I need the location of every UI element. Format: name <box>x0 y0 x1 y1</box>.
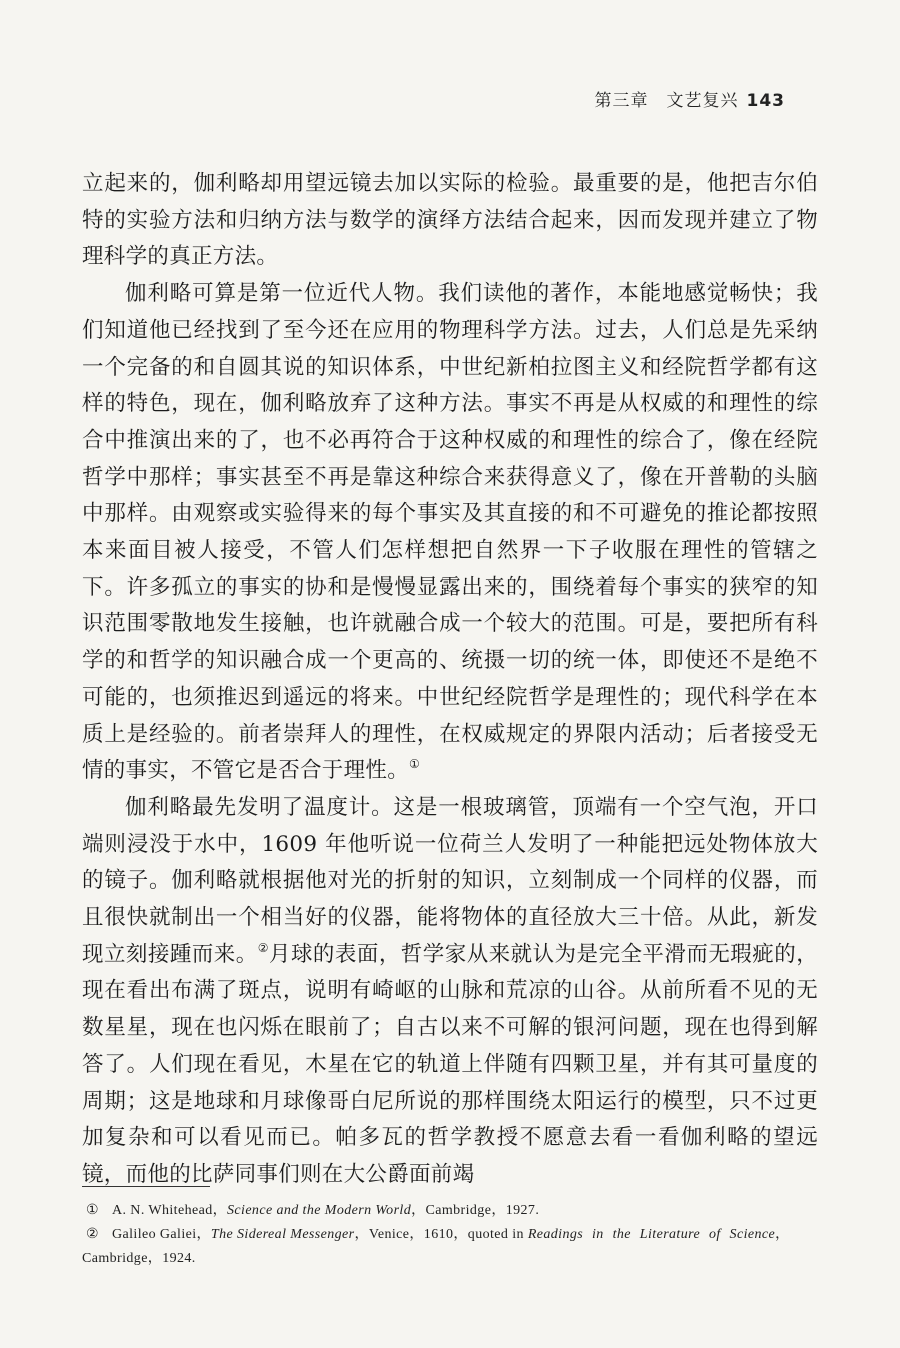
paragraph-text: 伽利略最先发明了温度计。这是一根玻璃管，顶端有一个空气泡，开口端则浸没于水中，1609 年他听说一位荷兰人发明了一种能把远处物体放大的镜子。伽利略就根据他对光的折射的知识，立刻制成一个同样的仪器，而且很快就制出一个相当好的仪器，能将物体的直径放大三十倍。从此，新发现立刻接踵而来。 <box>82 794 818 967</box>
chapter-title: 第三章 文艺复兴 <box>594 91 739 111</box>
footnote-publication: ，Cambridge，1927. <box>411 1203 540 1218</box>
paragraph-continued <box>82 166 818 276</box>
paragraph <box>82 276 818 790</box>
footnotes <box>82 1199 818 1271</box>
running-header <box>595 86 786 111</box>
footnote-collection-title: Readings in the Literature of Science <box>527 1227 776 1242</box>
footnote-book-title: Science and the Modern World <box>227 1203 412 1218</box>
footnote-divider <box>82 1186 210 1187</box>
footnote-marker[interactable]: ① <box>409 757 421 772</box>
footnote-publication: ，Venice，1610，quoted in <box>354 1227 528 1242</box>
paragraph-text: 伽利略可算是第一位近代人物。我们读他的著作，本能地感觉畅快；我们知道他已经找到了至今还在应用的物理科学方法。过去，人们总是先采纳一个完备的和自圆其说的知识体系，中世纪新柏拉图主义和经院哲学都有这样的特色，现在，伽利略放弃了这种方法。事实不再是从权威的和理性的综合中推演出来的了，也不必再符合于这种权威的和理性的综合了，像在经院哲学中那样；事实甚至不再是靠这种综合来获得意义了，像在开普勒的头脑中那样。由观察或实验得来的每个事实及其直接的和不可避免的推论都按照本来面目被人接受，不管人们怎样想把自然界一下子收服在理性的管辖之下。许多孤立的事实的协和是慢慢显露出来的，围绕着每个事实的狭窄的知识范围零散地发生接触，也许就融合成一个较大的范围。可是，要把所有科学的和哲学的知识融合成一个更高的、统摄一切的统一体，即使还不是绝不可能的，也须推迟到遥远的将来。中世纪经院哲学是理性的；现代科学在本质上是经验的。前者崇拜人的理性，在权威规定的界限内活动；后者接受无情的事实，不管它是否合于理性。 <box>82 281 818 784</box>
footnote-number: ① <box>86 1203 99 1218</box>
footnote-author: A. N. Whitehead， <box>112 1203 228 1218</box>
body-text <box>82 166 818 1194</box>
footnote-book-title: The Sidereal Messenger <box>210 1227 355 1242</box>
paragraph <box>82 790 818 1194</box>
paragraph-text: 立起来的，伽利略却用望远镜去加以实际的检验。最重要的是，他把吉尔伯特的实验方法和归纳方法与数学的演绎方法结合起来，因而发现并建立了物理科学的真正方法。 <box>82 171 818 270</box>
footnote <box>82 1199 818 1223</box>
footnote-number: ② <box>86 1227 99 1242</box>
page-number: 143 <box>746 91 785 111</box>
footnote-marker[interactable]: ② <box>257 940 269 955</box>
footnote <box>82 1223 818 1271</box>
footnote-publication: ，Cambridge，1924. <box>82 1227 790 1266</box>
footnote-author: Galileo Galiei， <box>112 1227 211 1242</box>
paragraph-text: 月球的表面，哲学家从来就认为是完全平滑而无瑕疵的，现在看出布满了斑点，说明有崎岖的山脉和荒凉的山谷。从前所看不见的无数星星，现在也闪烁在眼前了；自古以来不可解的银河问题，现在也得到解答了。人们现在看见，木星在它的轨道上伴随有四颗卫星，并有其可量度的周期；这是地球和月球像哥白尼所说的那样围绕太阳运行的模型，只不过更加复杂和可以看见而已。帕多瓦的哲学教授不愿意去看一看伽利略的望远镜，而他的比萨同事们则在大公爵面前竭 <box>82 941 818 1187</box>
